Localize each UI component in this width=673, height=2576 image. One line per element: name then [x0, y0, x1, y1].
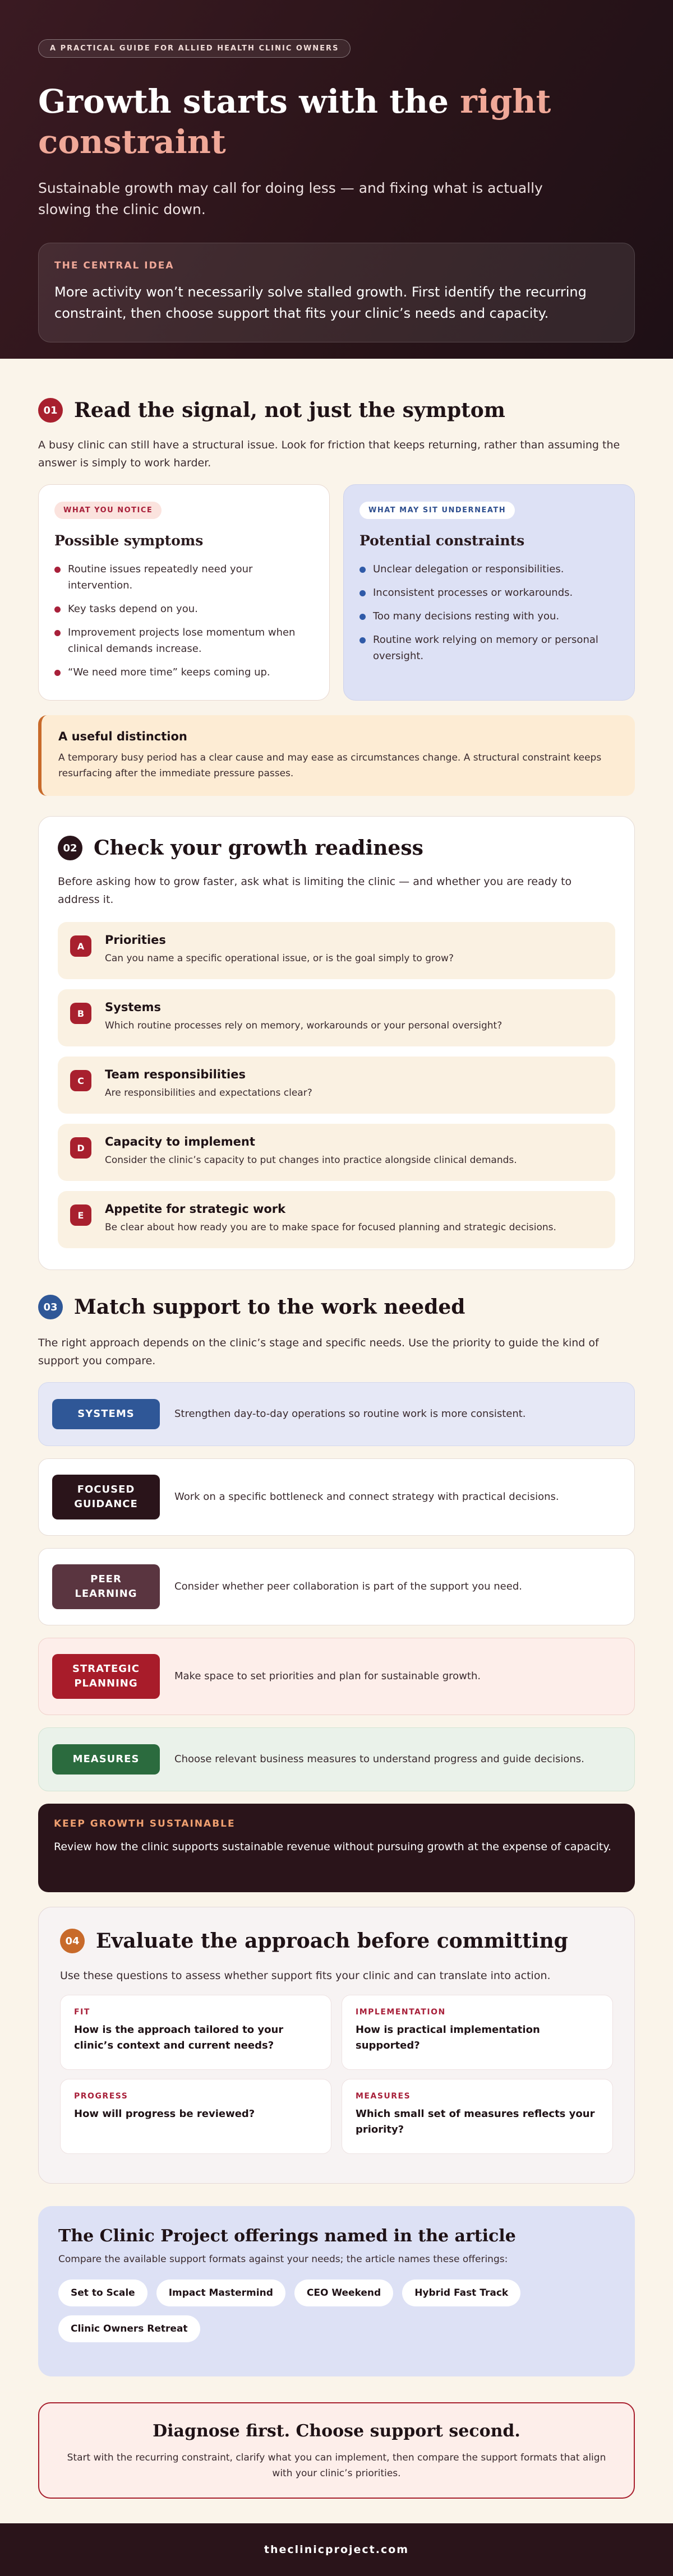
closing-text: Start with the recurring constraint, clarify what you can implement, then compare the support formats that align with your clinic’s priorities.: [67, 2452, 606, 2479]
section-number-badge: 01: [38, 398, 63, 423]
letter-badge: A: [70, 935, 91, 957]
question-text: How is the approach tailored to your clinic’s context and current needs?: [74, 2024, 284, 2051]
section-title: Match support to the work needed: [74, 1295, 465, 1319]
sustain-label: KEEP GROWTH SUSTAINABLE: [54, 1818, 236, 1829]
list-item: Unclear delegation or responsibilities.: [359, 561, 619, 577]
list-item: Too many decisions resting with you.: [359, 608, 619, 624]
section-intro: A busy clinic can still have a structural issue. Look for friction that keeps returning, rather than assuming the answer is simply to work harder.: [38, 439, 620, 469]
symptoms-title: Possible symptoms: [54, 532, 204, 549]
question-label: MEASURES: [356, 2092, 411, 2101]
readiness-item-title: Systems: [105, 1000, 161, 1014]
section-read-signal: [0, 359, 673, 796]
letter-badge: E: [70, 1204, 91, 1226]
readiness-item-title: Capacity to implement: [105, 1135, 255, 1148]
readiness-item-capacity: [58, 1124, 615, 1181]
question-text: How is practical implementation supported?: [356, 2024, 540, 2051]
constraints-list: [359, 561, 619, 664]
offering-chip-set-to-scale: Set to Scale: [58, 2280, 147, 2306]
question-text: Which small set of measures reflects your priority?: [356, 2108, 595, 2135]
section-number-badge: 04: [60, 1929, 85, 1953]
support-desc: Choose relevant business measures to understand progress and guide decisions.: [174, 1753, 584, 1765]
page-title-accent: right constraint: [38, 82, 551, 161]
offerings-chips: [58, 2280, 615, 2351]
support-desc: Work on a specific bottleneck and connect strategy with practical decisions.: [174, 1491, 559, 1503]
readiness-item-priorities: [58, 922, 615, 979]
letter-badge: D: [70, 1137, 91, 1159]
readiness-checklist: [58, 922, 615, 1248]
support-tag: MEASURES: [52, 1744, 160, 1775]
section-heading: [38, 398, 635, 423]
support-tag: FOCUSED GUIDANCE: [52, 1475, 160, 1519]
closing-title: Diagnose first. Choose support second.: [153, 2421, 520, 2441]
constraints-card: [343, 484, 635, 701]
central-idea-card: [38, 243, 635, 342]
list-item: Inconsistent processes or workarounds.: [359, 585, 619, 601]
readiness-item-desc: Which routine processes rely on memory, workarounds or your personal oversight?: [105, 1020, 503, 1031]
letter-badge: B: [70, 1003, 91, 1024]
readiness-item-title: Team responsibilities: [105, 1068, 246, 1081]
question-label: IMPLEMENTATION: [356, 2008, 446, 2017]
list-item: Key tasks depend on you.: [54, 601, 314, 617]
hero-header: [0, 0, 673, 359]
hero-kicker: A PRACTICAL GUIDE FOR ALLIED HEALTH CLINIC OWNERS: [38, 39, 351, 58]
offering-chip-ceo-weekend: CEO Weekend: [294, 2280, 393, 2306]
list-item: “We need more time” keeps coming up.: [54, 664, 314, 680]
section-title: Evaluate the approach before committing: [96, 1929, 568, 1953]
readiness-item-desc: Be clear about how ready you are to make space for focused planning and strategic decisions.: [105, 1222, 556, 1233]
section-heading: [60, 1929, 613, 1953]
list-item: Routine work relying on memory or personal oversight.: [359, 632, 619, 664]
offering-chip-clinic-owners-retreat: Clinic Owners Retreat: [58, 2315, 200, 2342]
page-title: [38, 81, 588, 162]
readiness-item-desc: Consider the clinic’s capacity to put changes into practice alongside clinical demands.: [105, 1155, 517, 1166]
support-tag: SYSTEMS: [52, 1399, 160, 1429]
constraints-pill: WHAT MAY SIT UNDERNEATH: [359, 502, 515, 519]
offerings-panel: [38, 2206, 635, 2376]
question-card-progress: [60, 2079, 331, 2154]
support-desc: Strengthen day-to-day operations so routine work is more consistent.: [174, 1408, 526, 1420]
readiness-item-desc: Are responsibilities and expectations clear?: [105, 1087, 312, 1099]
section-match-support: [0, 1270, 673, 1892]
support-row-focused-guidance: [38, 1458, 635, 1536]
list-item: Improvement projects lose momentum when clinical demands increase.: [54, 624, 314, 657]
letter-badge: C: [70, 1070, 91, 1091]
keep-growth-sustainable-callout: [38, 1804, 635, 1892]
offering-chip-impact-mastermind: Impact Mastermind: [156, 2280, 285, 2306]
support-row-strategic-planning: [38, 1638, 635, 1715]
section-growth-readiness: [38, 816, 635, 1270]
offerings-subtitle: Compare the available support formats against your needs; the article names these offerings:: [58, 2254, 508, 2265]
question-card-implementation: [342, 1995, 613, 2070]
useful-distinction-callout: [38, 715, 635, 796]
question-label: FIT: [74, 2008, 90, 2017]
support-tag: STRATEGIC PLANNING: [52, 1654, 160, 1699]
question-card-measures: [342, 2079, 613, 2154]
question-label: PROGRESS: [74, 2092, 128, 2101]
section-evaluate-approach: [38, 1907, 635, 2184]
footer: [0, 2523, 673, 2576]
symptoms-constraints-columns: [38, 484, 635, 701]
readiness-item-desc: Can you name a specific operational issue, or is the goal simply to grow?: [105, 953, 454, 964]
offering-chip-hybrid-fast-track: Hybrid Fast Track: [402, 2280, 520, 2306]
central-idea-text: More activity won’t necessarily solve stalled growth. First identify the recurring constraint, then choose support that fits your clinic’s needs and capacity.: [54, 284, 587, 321]
sustain-text: Review how the clinic supports sustainable revenue without pursuing growth at the expense of capacity.: [54, 1841, 611, 1853]
symptoms-card: [38, 484, 330, 701]
offerings-title: The Clinic Project offerings named in the article: [58, 2226, 516, 2246]
section-intro: The right approach depends on the clinic’s stage and specific needs. Use the priority to guide the kind of support you compare.: [38, 1337, 599, 1367]
support-row-systems: [38, 1382, 635, 1446]
distinction-text: A temporary busy period has a clear cause and may ease as circumstances change. A structural constraint keeps resurfacing after the immediate pressure passes.: [58, 752, 602, 779]
constraints-title: Potential constraints: [359, 532, 525, 549]
footer-site-link[interactable]: theclinicproject.com: [264, 2543, 409, 2556]
readiness-item-title: Appetite for strategic work: [105, 1202, 286, 1216]
support-row-measures: [38, 1727, 635, 1791]
closing-callout: [38, 2402, 635, 2499]
page-title-main: Growth starts with the: [38, 82, 460, 121]
section-intro: Before asking how to grow faster, ask what is limiting the clinic — and whether you are ready to address it.: [58, 875, 572, 906]
section-number-badge: 03: [38, 1295, 63, 1319]
section-heading: [38, 1295, 635, 1319]
support-row-peer-learning: [38, 1548, 635, 1625]
central-idea-label: THE CENTRAL IDEA: [54, 260, 174, 271]
symptoms-list: [54, 561, 314, 680]
section-number-badge: 02: [58, 836, 82, 860]
evaluation-questions-grid: [60, 1995, 613, 2163]
section-title: Check your growth readiness: [94, 836, 423, 860]
question-card-fit: [60, 1995, 331, 2070]
symptoms-pill: WHAT YOU NOTICE: [54, 502, 162, 519]
hero-subtitle: Sustainable growth may call for doing less — and fixing what is actually slowing the clinic down.: [38, 180, 543, 217]
support-desc: Consider whether peer collaboration is part of the support you need.: [174, 1581, 522, 1592]
readiness-item-team: [58, 1057, 615, 1114]
section-intro: Use these questions to assess whether support fits your clinic and can translate into action.: [60, 1970, 551, 1982]
support-tag: PEER LEARNING: [52, 1564, 160, 1609]
section-heading: [58, 836, 615, 860]
readiness-item-systems: [58, 989, 615, 1046]
readiness-item-title: Priorities: [105, 933, 166, 947]
list-item: Routine issues repeatedly need your intervention.: [54, 561, 314, 594]
question-text: How will progress be reviewed?: [74, 2108, 255, 2120]
section-title: Read the signal, not just the symptom: [74, 399, 505, 422]
readiness-item-appetite: [58, 1191, 615, 1248]
support-desc: Make space to set priorities and plan for sustainable growth.: [174, 1670, 481, 1682]
distinction-title: A useful distinction: [58, 730, 187, 743]
